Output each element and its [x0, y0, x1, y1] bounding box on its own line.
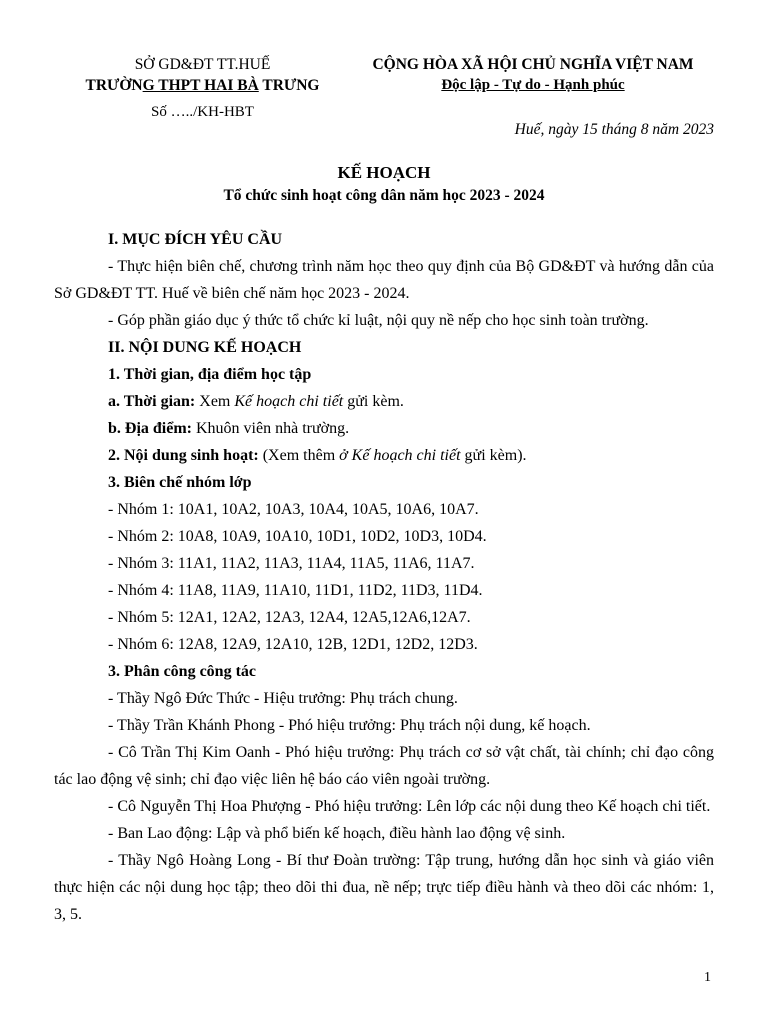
section-1-paragraph-2: - Góp phần giáo dục ý thức tổ chức kỉ luật, nội quy nề nếp cho học sinh toàn trường.	[108, 312, 649, 329]
school-name	[60, 75, 345, 96]
location-text: Khuôn viên nhà trường.	[192, 420, 350, 437]
duty-item: - Thầy Ngô Đức Thức - Hiệu trưởng: Phụ trách chung.	[108, 690, 458, 707]
content-text-post: gửi kèm).	[460, 447, 527, 464]
time-label: a. Thời gian:	[108, 393, 196, 410]
national-title: CỘNG HÒA XÃ HỘI CHỦ NGHĨA VIỆT NAM	[372, 56, 694, 73]
content-label: 2. Nội dung sinh hoạt:	[108, 447, 259, 464]
group-item: - Nhóm 4: 11A8, 11A9, 11A10, 11D1, 11D2, 11D3, 11D4.	[108, 582, 483, 599]
school-name-part-2: G THPT HAI BÀ	[142, 77, 259, 94]
location-line	[54, 415, 714, 442]
subsection-3-heading: 3. Biên chế nhóm lớp	[108, 474, 252, 491]
group-item: - Nhóm 2: 10A8, 10A9, 10A10, 10D1, 10D2, 10D3, 10D4.	[108, 528, 487, 545]
time-text-post: gửi kèm.	[343, 393, 404, 410]
duty-item: - Cô Nguyễn Thị Hoa Phượng - Phó hiệu trưởng: Lên lớp các nội dung theo Kế hoạch chi tiết.	[108, 798, 711, 815]
department-name: SỞ GD&ĐT TT.HUẾ	[134, 56, 271, 73]
group-item: - Nhóm 5: 12A1, 12A2, 12A3, 12A4, 12A5,12A6,12A7.	[108, 609, 471, 626]
document-title: KẾ HOẠCH	[337, 163, 431, 182]
document-number: Số …../KH-HBT	[151, 104, 254, 120]
location-label: b. Địa điểm:	[108, 420, 192, 437]
document-body	[54, 226, 714, 928]
assignment-heading: 3. Phân công công tác	[108, 663, 256, 680]
duty-item: - Ban Lao động: Lập và phổ biến kế hoạch, điều hành lao động vệ sinh.	[108, 825, 566, 842]
time-text-italic: Kế hoạch chi tiết	[234, 393, 344, 410]
content-text-pre: (Xem thêm	[258, 447, 340, 464]
national-motto: Độc lập - Tự do - Hạnh phúc	[441, 77, 625, 93]
page-number: 1	[704, 970, 711, 985]
subsection-1-heading: 1. Thời gian, địa điểm học tập	[108, 366, 312, 383]
content-text-italic: ở Kế hoạch chi tiết	[339, 447, 461, 464]
duty-item: - Cô Trần Thị Kim Oanh - Phó hiệu trưởng: Phụ trách cơ sở vật chất, tài chính; chỉ đạo công tác lao động vệ sinh; chỉ đạo việc liên hệ báo cáo viên ngoài trường.	[54, 744, 714, 788]
section-2-heading: II. NỘI DUNG KẾ HOẠCH	[108, 339, 302, 356]
header-left	[60, 54, 345, 123]
group-item: - Nhóm 3: 11A1, 11A2, 11A3, 11A4, 11A5, 11A6, 11A7.	[108, 555, 475, 572]
content-line	[54, 442, 714, 469]
school-name-part-3: TRƯNG	[258, 77, 320, 94]
time-text-pre: Xem	[195, 393, 235, 410]
document-subtitle: Tổ chức sinh hoạt công dân năm học 2023 - 2024	[223, 187, 545, 204]
duty-item: - Thầy Ngô Hoàng Long - Bí thư Đoàn trường: Tập trung, hướng dẫn học sinh và giáo viên thực hiện các nội dung học tập; theo dõi thi đua, nề nếp; trực tiếp điều hành và theo dõi các nhóm: 1, 3, 5.	[54, 852, 714, 923]
duty-item: - Thầy Trần Khánh Phong - Phó hiệu trưởng: Phụ trách nội dung, kế hoạch.	[108, 717, 591, 734]
document-date: Huế, ngày 15 tháng 8 năm 2023	[514, 121, 714, 138]
section-1-paragraph-1: - Thực hiện biên chế, chương trình năm học theo quy định của Bộ GD&ĐT và hướng dẫn của Sở GD&ĐT TT. Huế về biên chế năm học 2023 - 2024.	[54, 258, 714, 302]
group-item: - Nhóm 1: 10A1, 10A2, 10A3, 10A4, 10A5, 10A6, 10A7.	[108, 501, 479, 518]
time-line	[54, 388, 714, 415]
group-item: - Nhóm 6: 12A8, 12A9, 12A10, 12B, 12D1, 12D2, 12D3.	[108, 636, 478, 653]
section-1-heading: I. MỤC ĐÍCH YÊU CẦU	[108, 231, 283, 248]
header-right	[348, 54, 718, 96]
school-name-part-1: TRƯỜN	[85, 77, 143, 94]
